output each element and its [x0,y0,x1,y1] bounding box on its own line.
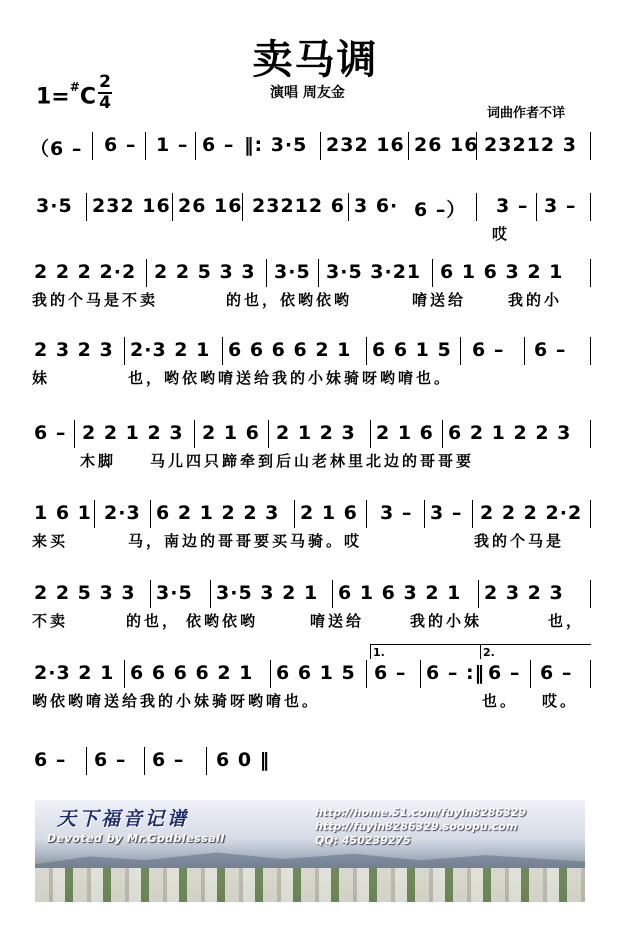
measure: 2·3 2 1 [34,662,115,684]
lyrics-row [30,530,595,552]
volta-first: 1. [370,644,483,659]
measure: 6 – [152,749,185,771]
notes-row [30,500,595,530]
measure: 3·5 [274,261,311,283]
notes-row [30,132,595,162]
measure: 6 2 1 2 2 3 [448,422,572,444]
time-signature [98,74,112,112]
staff-line-9 [30,747,595,777]
lyric: 哎。 [542,692,579,710]
banner-link-2[interactable]: http://fuyin8286329.sooopu.com [315,820,518,833]
key-note: C [79,84,96,110]
lyric: 哎 [492,225,511,243]
measure: 3·5 3 2 1 [216,582,319,604]
measure: 6 – [488,662,521,684]
lyrics-row [30,610,595,632]
lyric: 马，南边的哥哥要买马骑。哎 [128,532,363,550]
measure: 232 16 [326,134,405,156]
measure: 3·5 [36,195,73,217]
volta-second: 2. [480,644,591,659]
lyrics-row [30,223,595,245]
measure: 1 – [156,134,189,156]
lyric: 也。 [482,692,519,710]
lyric: 马儿四只蹄牵到后山老林里北边的哥哥要 [150,452,475,470]
banner-qq: QQ: 450239275 [315,834,411,847]
measure: 232 16 [92,195,171,217]
measure: 23212 6 [252,195,345,217]
measure: 2 3 2 3 [34,339,114,361]
measure: 6 –） [414,199,467,221]
measure: 2 2 5 3 3 [154,261,256,283]
measure: 2 2 2 2·2 [480,502,583,524]
lyric: 我的个马是 [474,532,565,550]
measure: 3 – [544,195,577,217]
staff-line-7 [30,580,595,632]
lyric: 的也，依哟依哟 [226,291,353,309]
lyrics-row [30,690,595,712]
measure: 2 1 6 [376,422,434,444]
measure: 2 2 1 2 3 [82,422,184,444]
measure: 3·5 3·21 [326,261,422,283]
measure: 6 – [202,134,235,156]
measure: 6 – [34,422,67,444]
measure: ‖: 3·5 [244,134,308,156]
singer-credit: 演唱 周友金 [270,85,345,101]
key-signature [36,80,96,110]
measure: 3 – [380,502,413,524]
measure: 3 6· [354,195,399,217]
staff-line-3 [30,259,595,311]
measure: 6 1 6 3 2 1 [338,582,462,604]
notes-row [30,193,595,223]
lyric: 的也， [126,612,181,630]
measure: 2 2 5 3 3 [34,582,136,604]
meter-top: 2 [99,72,111,92]
measure: 6 2 1 2 2 3 [156,502,280,524]
banner-devoted: Devoted by Mr.Godblessall [47,832,225,845]
volta-row [30,644,595,660]
key-label: 1= [36,84,70,110]
measure: （6 – [30,138,83,160]
staff-line-8 [30,644,595,712]
notes-row [30,259,595,289]
lyric: 唷送给 [310,612,365,630]
measure: 1 6 1 [34,502,92,524]
lyric: 不卖 [32,612,69,630]
measure: 6 – [104,134,137,156]
measure: 2 1 6 [300,502,358,524]
measure: 2·3 2 1 [130,339,211,361]
notes-row [30,337,595,367]
measure: 6 – [540,662,573,684]
lyric: 哟依哟唷送给我的小妹骑呀哟唷也。 [32,692,321,710]
notes-row [30,660,595,690]
measure: 6 0 ‖ [216,749,271,771]
banner-brand: 天下福音记谱 [57,808,190,830]
measure: 6 6 6 6 2 1 [130,662,254,684]
lyric: 我的个马是不卖 [32,291,159,309]
measure: 6 1 6 3 2 1 [440,261,564,283]
sharp-sign: # [69,80,80,94]
author-credit: 词曲作者不详 [487,106,566,121]
song-title: 卖马调 [252,37,379,83]
staff-line-5 [30,420,595,472]
banner-links [315,806,526,848]
lyric: 木脚 [80,452,117,470]
measure: 3 – [430,502,463,524]
notes-row [30,747,595,777]
lyric: 我的小 [508,291,563,309]
measure: 6 6 6 6 2 1 [228,339,352,361]
measure: 6 – [472,339,505,361]
measure: 2 2 2 2·2 [34,261,137,283]
measure: 2 3 2 3 [484,582,564,604]
notes-row [30,580,595,610]
banner-town-image [35,868,585,902]
lyric: 妹 [32,369,51,387]
staff-line-1 [30,132,595,162]
measure: 2 1 2 3 [276,422,356,444]
measure: 6 – :‖ [426,662,486,684]
lyric: 也， [548,612,585,630]
measure: 2·3 [104,502,141,524]
staff-line-6 [30,500,595,552]
publisher-banner [35,800,585,902]
lyric: 也，哟依哟唷送给我的小妹骑呀哟唷也。 [128,369,453,387]
measure: 6 – [534,339,567,361]
lyric: 来买 [32,532,69,550]
staff-line-2 [30,193,595,245]
measure: 6 – [34,749,67,771]
lyrics-row [30,367,595,389]
measure: 6 6 1 5 [372,339,452,361]
measure: 3 – [496,195,529,217]
notes-row [30,420,595,450]
measure: 23212 3 [484,134,577,156]
measure: 6 6 1 5 [276,662,356,684]
measure: 26 16 [414,134,479,156]
lyric: 依哟依哟 [186,612,259,630]
measure: 3·5 [156,582,193,604]
measure: 6 – [94,749,127,771]
banner-link-1[interactable]: http://home.51.com/fuyin8286329 [315,806,527,819]
lyrics-row [30,450,595,472]
lyrics-row [30,289,595,311]
measure: 26 16 [178,195,243,217]
meter-bottom: 4 [99,93,111,113]
measure: 2 1 6 [202,422,260,444]
measure: 6 – [374,662,407,684]
staff-line-4 [30,337,595,389]
lyric: 我的小妹 [410,612,483,630]
lyric: 唷送给 [412,291,467,309]
